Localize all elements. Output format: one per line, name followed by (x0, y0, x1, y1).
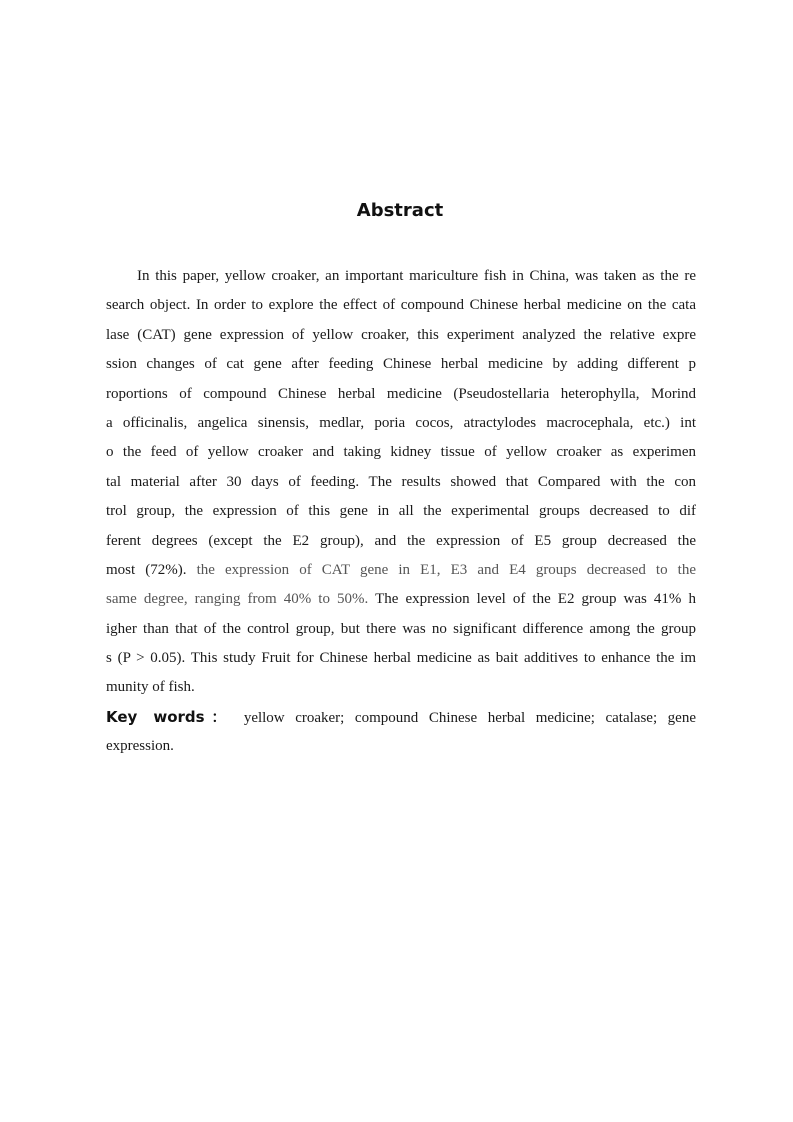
keywords-text: yellow croaker; compound Chinese herbal medicine; catalase; gene (243, 710, 697, 726)
abstract-line: lase (CAT) gene expression of yellow croaker, this experiment analyzed the relative expre (106, 326, 696, 343)
abstract-line: o the feed of yellow croaker and taking kidney tissue of yellow croaker as experimen (106, 444, 696, 461)
abstract-line: ferent degrees (except the E2 group), and the expression of E5 group decreased the (106, 532, 696, 549)
abstract-line: trol group, the expression of this gene in all the experimental groups decreased to dif (106, 503, 696, 520)
abstract-line: munity of fish. (106, 679, 195, 696)
abstract-title: Abstract (356, 200, 444, 221)
abstract-segment-gray: the expression of CAT gene in E1, E3 and E4 groups decreased to the (196, 561, 697, 578)
abstract-line: tal material after 30 days of feeding. The results showed that Compared with the con (106, 473, 696, 490)
abstract-line: roportions of compound Chinese herbal medicine (Pseudostellaria heterophylla, Morind (106, 385, 696, 402)
abstract-line: search object. In order to explore the effect of compound Chinese herbal medicine on the cata (106, 297, 696, 314)
abstract-line: s (P > 0.05). This study Fruit for Chinese herbal medicine as bait additives to enhance the im (106, 650, 696, 667)
abstract-line-mixed (106, 585, 696, 614)
abstract-segment: The expression level of the E2 group was 41% h (375, 591, 696, 608)
keywords-line (106, 703, 696, 732)
abstract-line: igher than that of the control group, but there was no significant difference among the group (106, 620, 696, 637)
keywords-section (106, 703, 696, 761)
abstract-line-mixed (106, 556, 696, 585)
keywords-line: expression. (106, 738, 174, 754)
abstract-line: In this paper, yellow croaker, an important mariculture fish in China, was taken as the re (137, 268, 696, 284)
abstract-line: a officinalis, angelica sinensis, medlar, poria cocos, atractylodes macrocephala, etc.) int (106, 414, 696, 431)
abstract-segment: most (72%). (106, 561, 187, 578)
abstract-body (106, 262, 696, 703)
abstract-segment-gray: same degree, ranging from 40% to 50%. (106, 591, 369, 608)
abstract-line: ssion changes of cat gene after feeding Chinese herbal medicine by adding different p (106, 356, 696, 373)
keywords-label: Key words： (106, 708, 234, 726)
